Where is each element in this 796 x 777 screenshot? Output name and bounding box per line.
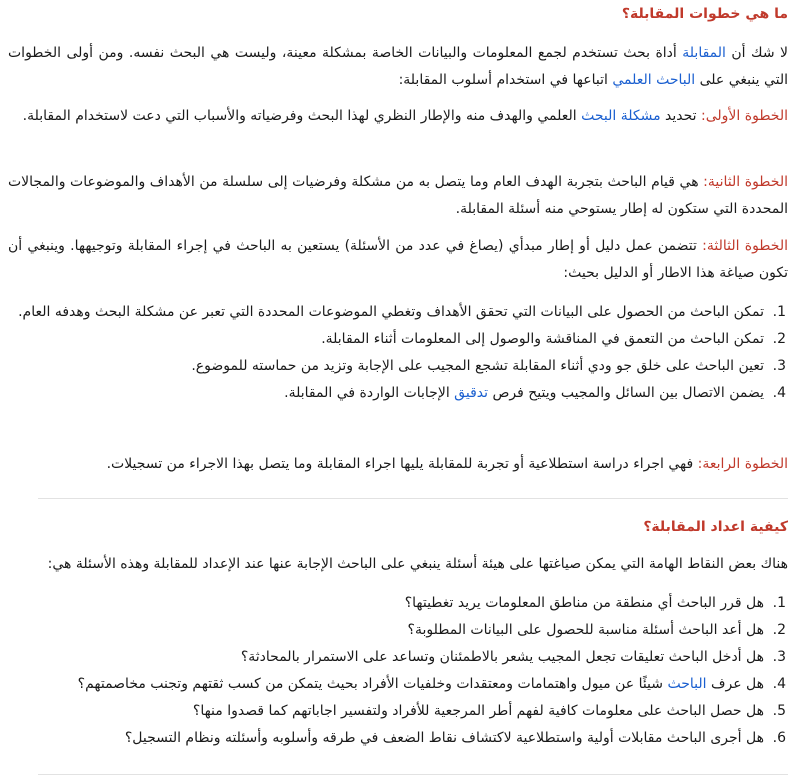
list-item-number: 2. [772, 331, 786, 347]
step-3-text: تتضمن عمل دليل أو إطار مبدأي (يصاغ في عدد من الأسئلة) يستعين به الباحث في إجراء المقابلة وتوجيهها. وينبغي أن تكون صياغة هذا الاطار أو الدليل بحيث: [8, 238, 788, 281]
guide-conditions-list [8, 299, 788, 407]
list-item [8, 725, 786, 752]
step-2-text: هي قيام الباحث بتجربة الهدف العام وما يتصل به من مشكلة وفرضيات إلى سلسلة من الأهداف والموضوعات والمجالات المحددة التي ستكون له إطار يستوحي منه أسئلة المقابلة. [8, 174, 788, 217]
list-item-number: 3. [772, 358, 786, 374]
list-item-number: 1. [772, 595, 786, 611]
list-item [8, 644, 786, 671]
intro-text-pre: لا شك أن [725, 45, 788, 61]
intro-text-mid: أداة بحث تستخدم لجمع المعلومات والبيانات الخاصة بمشكلة معينة، وليست هي البحث نفسه. ومن أولى الخطوات التي ينبغي على [8, 45, 788, 88]
list-item-number: 4. [772, 676, 786, 692]
list-item [8, 617, 786, 644]
section-divider [38, 498, 788, 499]
step-2-label: الخطوة الثانية: [703, 174, 788, 190]
list-item-text: هل أجرى الباحث مقابلات أولية واستطلاعية لاكتشاف نقاط الضعف في طرقه وأسلوبه وأسئلته ونظام التسجيل؟ [124, 730, 764, 746]
step-1-text-pre: تحديد [660, 108, 702, 124]
link-researcher[interactable]: الباحث [667, 676, 707, 692]
preparation-intro: هناك بعض النقاط الهامة التي يمكن صياغتها على هيئة أسئلة ينبغي على الباحث الإجابة عنها عند الإعداد للمقابلة وهذه الأسئلة هي: [47, 556, 788, 572]
list-item-text-pre: هل عرف [706, 676, 764, 692]
step-4-text: فهي اجراء دراسة استطلاعية أو تجربة للمقابلة يليها اجراء المقابلة وما يتصل بهذا الاجراء من تسجيلات. [106, 456, 698, 472]
list-item [8, 380, 786, 407]
list-item-text: تمكن الباحث من التعمق في المناقشة والوصول إلى المعلومات أثناء المقابلة. [321, 331, 764, 347]
list-item-number: 2. [772, 622, 786, 638]
list-item-text: هل أدخل الباحث تعليقات تجعل المجيب يشعر بالاطمئنان وتساعد على الاستمرار بالمحادثة؟ [240, 649, 764, 665]
intro-paragraph [8, 40, 788, 94]
list-item [8, 698, 786, 725]
step-1-label: الخطوة الأولى: [701, 108, 788, 124]
list-item-text: هل أعد الباحث أسئلة مناسبة للحصول على البيانات المطلوبة؟ [407, 622, 764, 638]
section-title-preparation: كيفية اعداد المقابلة؟ [643, 519, 788, 535]
list-item [8, 671, 786, 698]
link-research-problem[interactable]: مشكلة البحث [581, 108, 661, 124]
list-item-text-post: شيئًا عن ميول واهتمامات ومعتقدات وخلفيات الأفراد بحيث يتمكن من كسب ثقتهم وتجنب مخاصمتهم؟ [77, 676, 668, 692]
list-item-text-post: الإجابات الواردة في المقابلة. [284, 385, 455, 401]
intro-text-post: اتباعها في استخدام أسلوب المقابلة: [398, 72, 613, 88]
list-item-number: 5. [772, 703, 786, 719]
list-item [8, 590, 786, 617]
link-scientific-researcher[interactable]: الباحث العلمي [612, 72, 696, 88]
step-2-paragraph [8, 169, 788, 223]
step-1-text-post: العلمي والهدف منه والإطار النظري لهذا البحث وفرضياته والأسباب التي دعت لاستخدام المقابلة. [22, 108, 582, 124]
step-3-paragraph [8, 233, 788, 287]
list-item-number: 3. [772, 649, 786, 665]
link-interview[interactable]: المقابلة [682, 45, 726, 61]
step-3-label: الخطوة الثالثة: [702, 238, 788, 254]
list-item-text: هل حصل الباحث على معلومات كافية لفهم أطر المرجعية للأفراد ولتفسير اجاباتهم كما قصدوا منها؟ [192, 703, 764, 719]
list-item [8, 353, 786, 380]
list-item [8, 299, 786, 326]
list-item-text: تمكن الباحث من الحصول على البيانات التي تحقق الأهداف وتغطي الموضوعات المحددة التي تعبر عن مشكلة البحث وهدفه العام. [18, 304, 764, 320]
list-item [8, 326, 786, 353]
list-item-number: 4. [772, 385, 786, 401]
step-4-label: الخطوة الرابعة: [697, 456, 788, 472]
preparation-questions-list [8, 590, 788, 752]
section-title-steps: ما هي خطوات المقابلة؟ [621, 6, 788, 22]
section-divider-bottom [38, 774, 788, 775]
link-verification[interactable]: تدقيق [454, 385, 489, 401]
list-item-text: هل قرر الباحث أي منطقة من مناطق المعلومات يريد تغطيتها؟ [404, 595, 764, 611]
step-4-paragraph [8, 451, 788, 478]
list-item-text-pre: يضمن الاتصال بين السائل والمجيب ويتيح فرص [488, 385, 764, 401]
list-item-number: 6. [772, 730, 786, 746]
step-1-paragraph [8, 103, 788, 130]
list-item-text: تعين الباحث على خلق جو ودي أثناء المقابلة تشجع المجيب على الإجابة وتزيد من حماسته للموضوع. [191, 358, 764, 374]
list-item-number: 1. [772, 304, 786, 320]
